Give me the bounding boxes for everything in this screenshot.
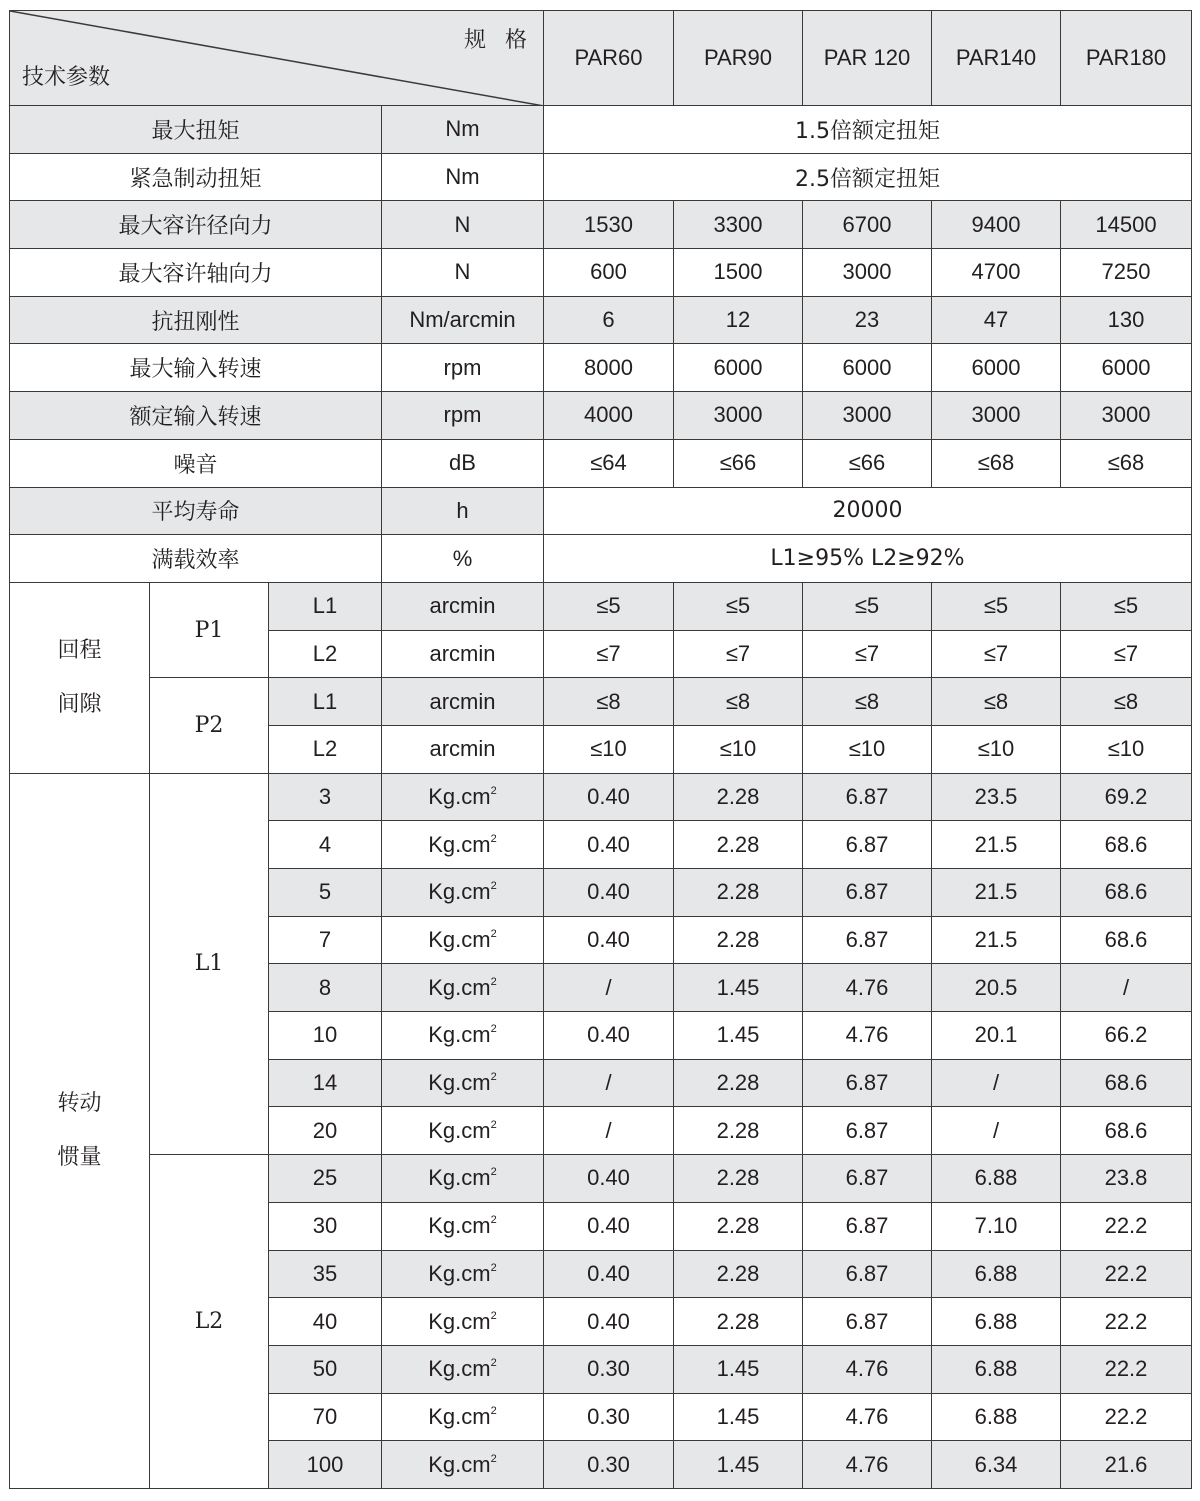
value-cell: /: [544, 964, 674, 1012]
unit-cell: [382, 1441, 544, 1489]
unit-exponent: 2: [490, 784, 497, 797]
value-cell: 23.8: [1061, 1155, 1192, 1203]
unit-cell: [382, 916, 544, 964]
value-cell: 22.2: [1061, 1345, 1192, 1393]
stage-cell: L1: [269, 678, 382, 726]
param-row: [10, 249, 1192, 297]
value-cell: 7.10: [932, 1202, 1061, 1250]
param-row: [10, 392, 1192, 440]
value-cell: 0.40: [544, 1202, 674, 1250]
unit-base: Kg.cm: [428, 1260, 491, 1286]
unit-cell: [382, 1107, 544, 1155]
stacked-label: [57, 1077, 101, 1185]
unit-base: Kg.cm: [428, 879, 491, 905]
backlash-row: [10, 582, 1192, 630]
spec-table-body: [10, 11, 1192, 1489]
unit-base: Kg.cm: [428, 783, 491, 809]
value-cell: 2.28: [674, 1059, 803, 1107]
ratio-cell: 7: [269, 916, 382, 964]
unit-exponent: 2: [490, 1404, 497, 1417]
value-cell: 4.76: [803, 1345, 932, 1393]
value-cell: ≤10: [1061, 725, 1192, 773]
ratio-cell: 70: [269, 1393, 382, 1441]
value-cell: 8000: [544, 344, 674, 392]
unit-cell: dB: [382, 439, 544, 487]
label-line: 间隙: [57, 691, 102, 717]
unit-base: Kg.cm: [428, 1308, 491, 1334]
value-cell: 2.28: [674, 916, 803, 964]
value-cell: 3000: [803, 392, 932, 440]
value-cell: 68.6: [1061, 916, 1192, 964]
value-cell: 6.88: [932, 1250, 1061, 1298]
value-cell: 68.6: [1061, 1107, 1192, 1155]
model-header: PAR140: [932, 11, 1061, 106]
value-cell: 1500: [674, 249, 803, 297]
param-row: [10, 106, 1192, 154]
value-cell: 14500: [1061, 201, 1192, 249]
ratio-cell: 5: [269, 869, 382, 917]
value-cell: 2.28: [674, 869, 803, 917]
value-cell: 1530: [544, 201, 674, 249]
value-cell: 3000: [674, 392, 803, 440]
value-cell: 4.76: [803, 1393, 932, 1441]
value-cell: 0.30: [544, 1441, 674, 1489]
value-cell: 2.28: [674, 821, 803, 869]
unit-cell: Nm/arcmin: [382, 296, 544, 344]
stage-cell: L2: [269, 725, 382, 773]
param-row: [10, 487, 1192, 535]
spec-table: [9, 10, 1192, 1489]
value-cell: 21.6: [1061, 1441, 1192, 1489]
value-cell: 6.87: [803, 821, 932, 869]
ratio-cell: 50: [269, 1345, 382, 1393]
value-cell: 6000: [932, 344, 1061, 392]
value-cell: ≤68: [1061, 439, 1192, 487]
precision-class: P1: [150, 582, 269, 677]
unit-cell: arcmin: [382, 725, 544, 773]
value-cell: 3000: [932, 392, 1061, 440]
inertia-section-label: [10, 773, 150, 1488]
unit-cell: arcmin: [382, 582, 544, 630]
value-cell: ≤5: [803, 582, 932, 630]
unit-cell: [382, 1393, 544, 1441]
ratio-cell: 4: [269, 821, 382, 869]
value-cell: 68.6: [1061, 869, 1192, 917]
unit-exponent: 2: [490, 1071, 497, 1084]
value-cell: 22.2: [1061, 1202, 1192, 1250]
value-cell: 0.40: [544, 1298, 674, 1346]
value-cell: ≤5: [932, 582, 1061, 630]
label-line: 回程: [57, 637, 102, 663]
value-cell: 22.2: [1061, 1393, 1192, 1441]
unit-cell: [382, 964, 544, 1012]
value-cell: 600: [544, 249, 674, 297]
value-cell: 6.87: [803, 1155, 932, 1203]
ratio-cell: 100: [269, 1441, 382, 1489]
header-row: [10, 11, 1192, 106]
unit-cell: %: [382, 535, 544, 583]
value-cell: 6.87: [803, 916, 932, 964]
unit-cell: N: [382, 249, 544, 297]
value-cell: 6: [544, 296, 674, 344]
unit-cell: rpm: [382, 344, 544, 392]
stage-group: L2: [150, 1155, 269, 1489]
value-cell: 6.88: [932, 1155, 1061, 1203]
value-cell: 0.40: [544, 916, 674, 964]
value-cell: ≤10: [674, 725, 803, 773]
unit-base: Kg.cm: [428, 1403, 491, 1429]
value-cell: 1.45: [674, 1441, 803, 1489]
value-cell: 68.6: [1061, 1059, 1192, 1107]
value-cell: ≤7: [1061, 630, 1192, 678]
value-cell: 0.40: [544, 1012, 674, 1060]
unit-exponent: 2: [490, 1166, 497, 1179]
unit-base: Kg.cm: [428, 974, 491, 1000]
value-cell: 23.5: [932, 773, 1061, 821]
value-cell: 0.40: [544, 1250, 674, 1298]
param-name: 最大容许径向力: [10, 201, 382, 249]
value-cell: 6.34: [932, 1441, 1061, 1489]
value-cell: 0.40: [544, 869, 674, 917]
value-cell: 6000: [674, 344, 803, 392]
value-cell: 6.88: [932, 1393, 1061, 1441]
value-cell: ≤10: [803, 725, 932, 773]
param-row: [10, 535, 1192, 583]
value-cell: ≤10: [544, 725, 674, 773]
unit-cell: [382, 773, 544, 821]
unit-cell: arcmin: [382, 678, 544, 726]
value-cell: 6700: [803, 201, 932, 249]
param-name: 额定输入转速: [10, 392, 382, 440]
inertia-row: [10, 773, 1192, 821]
ratio-cell: 25: [269, 1155, 382, 1203]
merged-value: 1.5倍额定扭矩: [544, 106, 1192, 154]
param-name: 最大容许轴向力: [10, 249, 382, 297]
unit-exponent: 2: [490, 1261, 497, 1274]
unit-cell: rpm: [382, 392, 544, 440]
corner-header-cell: [10, 11, 544, 106]
value-cell: ≤5: [674, 582, 803, 630]
param-name: 满载效率: [10, 535, 382, 583]
value-cell: 20.5: [932, 964, 1061, 1012]
unit-cell: [382, 1202, 544, 1250]
value-cell: 66.2: [1061, 1012, 1192, 1060]
value-cell: 21.5: [932, 916, 1061, 964]
unit-base: Kg.cm: [428, 1022, 491, 1048]
param-row: [10, 296, 1192, 344]
value-cell: /: [932, 1107, 1061, 1155]
value-cell: 6.87: [803, 1059, 932, 1107]
value-cell: 1.45: [674, 1345, 803, 1393]
unit-base: Kg.cm: [428, 1213, 491, 1239]
value-cell: 47: [932, 296, 1061, 344]
value-cell: 6.88: [932, 1345, 1061, 1393]
value-cell: 6.87: [803, 1298, 932, 1346]
unit-base: Kg.cm: [428, 1356, 491, 1382]
value-cell: ≤66: [674, 439, 803, 487]
unit-exponent: 2: [490, 928, 497, 941]
ratio-cell: 14: [269, 1059, 382, 1107]
value-cell: /: [932, 1059, 1061, 1107]
value-cell: 4.76: [803, 964, 932, 1012]
unit-exponent: 2: [490, 880, 497, 893]
param-name: 平均寿命: [10, 487, 382, 535]
unit-cell: [382, 1155, 544, 1203]
value-cell: 1.45: [674, 1393, 803, 1441]
value-cell: 21.5: [932, 869, 1061, 917]
ratio-cell: 30: [269, 1202, 382, 1250]
label-line: 惯量: [57, 1144, 102, 1170]
label-line: 转动: [57, 1090, 102, 1116]
value-cell: /: [544, 1059, 674, 1107]
param-row: [10, 201, 1192, 249]
ratio-cell: 20: [269, 1107, 382, 1155]
ratio-cell: 35: [269, 1250, 382, 1298]
merged-value: 2.5倍额定扭矩: [544, 153, 1192, 201]
value-cell: 20.1: [932, 1012, 1061, 1060]
value-cell: ≤7: [544, 630, 674, 678]
unit-exponent: 2: [490, 1214, 497, 1227]
ratio-cell: 8: [269, 964, 382, 1012]
stage-group: L1: [150, 773, 269, 1155]
unit-cell: arcmin: [382, 630, 544, 678]
value-cell: 0.40: [544, 821, 674, 869]
unit-cell: [382, 869, 544, 917]
value-cell: 9400: [932, 201, 1061, 249]
unit-base: Kg.cm: [428, 1117, 491, 1143]
unit-exponent: 2: [490, 1118, 497, 1131]
value-cell: 6.87: [803, 1107, 932, 1155]
value-cell: ≤10: [932, 725, 1061, 773]
param-row: [10, 344, 1192, 392]
ratio-cell: 3: [269, 773, 382, 821]
value-cell: 6.87: [803, 773, 932, 821]
ratio-cell: 40: [269, 1298, 382, 1346]
value-cell: 3000: [803, 249, 932, 297]
unit-exponent: 2: [490, 1309, 497, 1322]
unit-base: Kg.cm: [428, 927, 491, 953]
value-cell: 0.30: [544, 1393, 674, 1441]
value-cell: /: [544, 1107, 674, 1155]
value-cell: 6.87: [803, 1202, 932, 1250]
stacked-label: [57, 624, 101, 732]
backlash-section-label: [10, 582, 150, 773]
param-row: [10, 153, 1192, 201]
value-cell: 22.2: [1061, 1298, 1192, 1346]
value-cell: 3000: [1061, 392, 1192, 440]
value-cell: ≤8: [932, 678, 1061, 726]
value-cell: 7250: [1061, 249, 1192, 297]
unit-cell: [382, 1012, 544, 1060]
unit-exponent: 2: [490, 1023, 497, 1036]
value-cell: 2.28: [674, 1107, 803, 1155]
param-row: [10, 439, 1192, 487]
value-cell: ≤66: [803, 439, 932, 487]
value-cell: ≤5: [544, 582, 674, 630]
merged-value: L1≥95% L2≥92%: [544, 535, 1192, 583]
value-cell: 6000: [803, 344, 932, 392]
spec-label: 规 格: [464, 28, 533, 53]
unit-exponent: 2: [490, 975, 497, 988]
unit-cell: [382, 1059, 544, 1107]
unit-base: Kg.cm: [428, 1451, 491, 1477]
unit-base: Kg.cm: [428, 1165, 491, 1191]
unit-cell: [382, 1250, 544, 1298]
value-cell: 69.2: [1061, 773, 1192, 821]
value-cell: 130: [1061, 296, 1192, 344]
unit-exponent: 2: [490, 1357, 497, 1370]
precision-class: P2: [150, 678, 269, 773]
model-header: PAR 120: [803, 11, 932, 106]
param-name: 抗扭刚性: [10, 296, 382, 344]
value-cell: 4000: [544, 392, 674, 440]
model-header: PAR180: [1061, 11, 1192, 106]
value-cell: 68.6: [1061, 821, 1192, 869]
value-cell: 2.28: [674, 1155, 803, 1203]
value-cell: ≤8: [1061, 678, 1192, 726]
merged-value: 20000: [544, 487, 1192, 535]
value-cell: /: [1061, 964, 1192, 1012]
value-cell: ≤7: [932, 630, 1061, 678]
value-cell: 1.45: [674, 1012, 803, 1060]
value-cell: 2.28: [674, 1202, 803, 1250]
unit-exponent: 2: [490, 1452, 497, 1465]
unit-cell: h: [382, 487, 544, 535]
value-cell: ≤68: [932, 439, 1061, 487]
value-cell: 2.28: [674, 773, 803, 821]
value-cell: 4.76: [803, 1012, 932, 1060]
backlash-row: [10, 678, 1192, 726]
value-cell: 2.28: [674, 1250, 803, 1298]
unit-cell: [382, 1345, 544, 1393]
value-cell: ≤8: [674, 678, 803, 726]
param-name: 紧急制动扭矩: [10, 153, 382, 201]
stage-cell: L1: [269, 582, 382, 630]
value-cell: 3300: [674, 201, 803, 249]
value-cell: 0.30: [544, 1345, 674, 1393]
stage-cell: L2: [269, 630, 382, 678]
param-name: 噪音: [10, 439, 382, 487]
param-label: 技术参数: [22, 65, 111, 90]
value-cell: 6.88: [932, 1298, 1061, 1346]
unit-exponent: 2: [490, 832, 497, 845]
value-cell: 6.87: [803, 1250, 932, 1298]
unit-cell: [382, 821, 544, 869]
inertia-row: [10, 1155, 1192, 1203]
value-cell: 22.2: [1061, 1250, 1192, 1298]
unit-base: Kg.cm: [428, 831, 491, 857]
param-name: 最大扭矩: [10, 106, 382, 154]
value-cell: ≤5: [1061, 582, 1192, 630]
value-cell: 0.40: [544, 1155, 674, 1203]
unit-cell: Nm: [382, 106, 544, 154]
ratio-cell: 10: [269, 1012, 382, 1060]
value-cell: 0.40: [544, 773, 674, 821]
value-cell: ≤8: [544, 678, 674, 726]
value-cell: ≤7: [674, 630, 803, 678]
value-cell: 6000: [1061, 344, 1192, 392]
value-cell: 4.76: [803, 1441, 932, 1489]
model-header: PAR90: [674, 11, 803, 106]
value-cell: ≤8: [803, 678, 932, 726]
unit-cell: N: [382, 201, 544, 249]
value-cell: 23: [803, 296, 932, 344]
unit-cell: [382, 1298, 544, 1346]
unit-cell: Nm: [382, 153, 544, 201]
value-cell: 4700: [932, 249, 1061, 297]
value-cell: ≤64: [544, 439, 674, 487]
value-cell: 12: [674, 296, 803, 344]
value-cell: ≤7: [803, 630, 932, 678]
value-cell: 21.5: [932, 821, 1061, 869]
model-header: PAR60: [544, 11, 674, 106]
value-cell: 1.45: [674, 964, 803, 1012]
value-cell: 2.28: [674, 1298, 803, 1346]
param-name: 最大输入转速: [10, 344, 382, 392]
value-cell: 6.87: [803, 869, 932, 917]
unit-base: Kg.cm: [428, 1070, 491, 1096]
